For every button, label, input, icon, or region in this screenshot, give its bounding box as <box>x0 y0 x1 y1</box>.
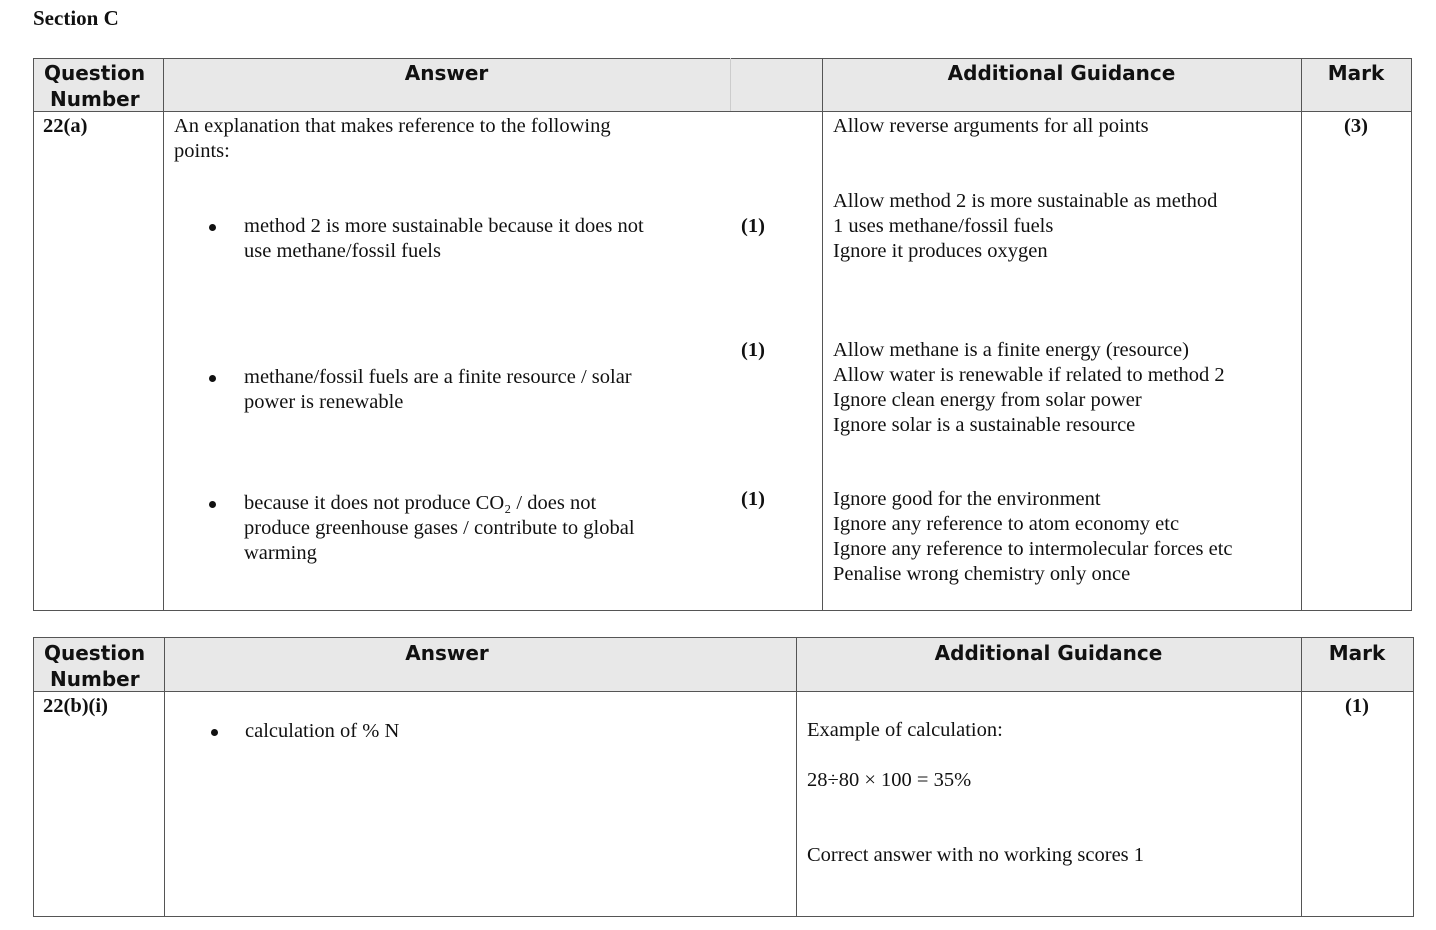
header-answer: Answer <box>404 61 489 85</box>
answer-point: method 2 is more sustainable because it does not use methane/fossil fuels <box>244 215 644 262</box>
total-mark: (1) <box>1345 695 1369 717</box>
guidance-calculation: 28÷80 × 100 = 35% <box>807 769 972 791</box>
bullet-icon <box>209 224 216 231</box>
bullet-icon <box>209 501 216 508</box>
point-mark: (1) <box>741 339 765 361</box>
guidance-general: Allow reverse arguments for all points <box>833 115 1149 137</box>
guidance-note: Correct answer with no working scores 1 <box>807 844 1145 866</box>
guidance-example-label: Example of calculation: <box>807 719 1003 741</box>
guidance-point-3: Ignore good for the environment Ignore any reference to atom economy etc Ignore any reference to intermolecular forces etc Penalise wrong chemistry only once <box>833 488 1233 585</box>
header-question-number: Question Number <box>44 641 146 691</box>
question-number: 22(a) <box>43 115 88 137</box>
point-mark: (1) <box>741 215 765 237</box>
answer-point: calculation of % N <box>245 720 400 742</box>
section-title: Section C <box>33 6 119 30</box>
header-guidance: Additional Guidance <box>947 61 1176 85</box>
total-mark: (3) <box>1344 115 1368 137</box>
answer-point: because it does not produce CO₂ / does not produce greenhouse gases / contribute to global warming <box>244 492 635 564</box>
guidance-point-1: Allow method 2 is more sustainable as method 1 uses methane/fossil fuels Ignore it produces oxygen <box>833 190 1218 262</box>
point-mark: (1) <box>741 488 765 510</box>
guidance-point-2: Allow methane is a finite energy (resource) Allow water is renewable if related to method 2 Ignore clean energy from solar power Ignore solar is a sustainable resource <box>833 339 1225 436</box>
answer-point: methane/fossil fuels are a finite resource / solar power is renewable <box>244 366 632 413</box>
question-number: 22(b)(i) <box>43 695 108 717</box>
header-guidance: Additional Guidance <box>934 641 1163 665</box>
bullet-icon <box>211 729 218 736</box>
header-mark: Mark <box>1327 61 1385 85</box>
bullet-icon <box>209 375 216 382</box>
answer-intro: An explanation that makes reference to the following points: <box>174 115 611 162</box>
header-mark: Mark <box>1328 641 1386 665</box>
header-answer: Answer <box>405 641 489 665</box>
header-question-number: Question Number <box>44 61 146 111</box>
